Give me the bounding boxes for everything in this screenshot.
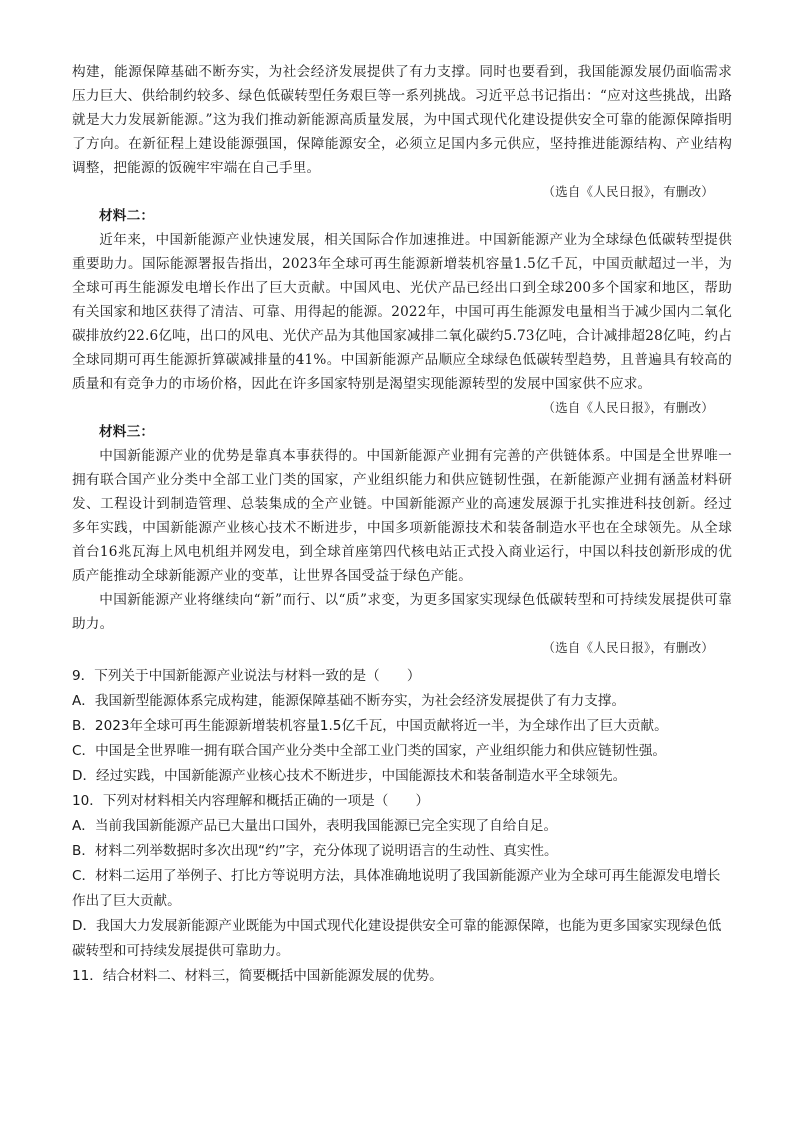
material-1-source: （选自《人民日报》，有删改） (542, 184, 714, 199)
material-2-source: （选自《人民日报》，有删改） (542, 400, 714, 415)
option-a: A．我国新型能源体系完成构建，能源保障基础不断夯实，为社会经济发展提供了有力支撑。 (72, 693, 626, 709)
questions-section (72, 664, 732, 989)
material-3-paragraph-2: 中国新能源产业将继续向“新”而行、以“质”求变，为更多国家实现绿色低碳转型和可持续发展提供可靠助力。 (72, 592, 732, 632)
option-d: D．经过实践，中国新能源产业核心技术不断进步，中国能源技术和装备制造水平全球领先。 (72, 768, 627, 784)
option-c: C．材料二运用了举例子、打比方等说明方法，具体准确地说明了我国新能源产业为全球可再生能源发电增长作出了巨大贡献。 (72, 868, 721, 909)
option-c: C．中国是全世界唯一拥有联合国产业分类中全部工业门类的国家，产业组织能力和供应链韧性强。 (72, 743, 667, 759)
material-1-paragraph: 构建，能源保障基础不断夯实，为社会经济发展提供了有力支撑。同时也要看到，我国能源发展仍面临需求压力巨大、供给制约较多、绿色低碳转型任务艰巨等一系列挑战。习近平总书记指出：“应对这些挑战，出路就是大力发展新能源。”这为我们推动新能源高质量发展，为中国式现代化建设提供安全可靠的能源保障指明了方向。在新征程上建设能源强国，保障能源安全，必须立足国内多元供应，坚持推进能源结构、产业结构调整，把能源的饭碗牢牢端在自己手里。 (72, 64, 732, 176)
material-3-paragraph-1: 中国新能源产业的优势是靠真本事获得的。中国新能源产业拥有完善的产供链体系。中国是全世界唯一拥有联合国产业分类中全部工业门类的国家，产业组织能力和供应链韧性强，在新能源产业拥有涵盖材料研发、工程设计到制造管理、总装集成的全产业链。中国新能源产业的高速发展源于扎实推进科技创新。经过多年实践，中国新能源产业核心技术不断进步，中国多项新能源技术和装备制造水平也在全球领先。从全球首台16兆瓦海上风电机组并网发电，到全球首座第四代核电站正式投入商业运行，中国以科技创新形成的优质产能推动全球新能源产业的变革，让世界各国受益于绿色产能。 (72, 448, 732, 584)
exam-page (72, 60, 732, 989)
option-d: D．我国大力发展新能源产业既能为中国式现代化建设提供安全可靠的能源保障，也能为更多国家实现绿色低碳转型和可持续发展提供可靠助力。 (72, 918, 722, 959)
material-3-source: （选自《人民日报》，有删改） (542, 640, 714, 655)
option-b: B．材料二列举数据时多次出现“约”字，充分体现了说明语言的生动性、真实性。 (72, 843, 558, 859)
question-stem: 11．结合材料二、材料三，简要概括中国新能源发展的优势。 (72, 968, 443, 984)
question-11 (72, 964, 732, 989)
material-2-paragraph: 近年来，中国新能源产业快速发展，相关国际合作加速推进。中国新能源产业为全球绿色低碳转型提供重要助力。国际能源署报告指出，2023年全球可再生能源新增装机容量1.5亿千瓦，中国贡献超过一半，为全球可再生能源发电增长作出了巨大贡献。中国风电、光伏产品已经出口到全球200多个国家和地区，帮助有关国家和地区获得了清洁、可靠、用得起的能源。2022年，中国可再生能源发电量相当于减少国内二氧化碳排放约22.6亿吨，出口的风电、光伏产品为其他国家减排二氧化碳约5.73亿吨，合计减排超28亿吨，约占全球同期可再生能源折算碳减排量的41%。中国新能源产品顺应全球绿色低碳转型趋势，且普遍具有较高的质量和有竞争力的市场价格，因此在许多国家特别是渴望实现能源转型的发展中国家供不应求。 (72, 232, 732, 392)
question-stem: 10．下列对材料相关内容理解和概括正确的一项是（ ） (72, 793, 430, 809)
question-9 (72, 664, 732, 789)
option-a: A．当前我国新能源产品已大量出口国外，表明我国能源已完全实现了自给自足。 (72, 818, 558, 834)
material-1-section (72, 60, 732, 204)
material-3-heading: 材料三： (99, 424, 155, 440)
question-10 (72, 789, 732, 964)
material-2-heading: 材料二： (99, 208, 155, 224)
option-b: B．2023年全球可再生能源新增装机容量1.5亿千瓦，中国贡献将近一半，为全球作出了巨大贡献。 (72, 718, 668, 734)
question-stem: 9．下列关于中国新能源产业说法与材料一致的是（ ） (72, 668, 421, 684)
material-2-section (72, 204, 732, 420)
material-3-section (72, 420, 732, 660)
